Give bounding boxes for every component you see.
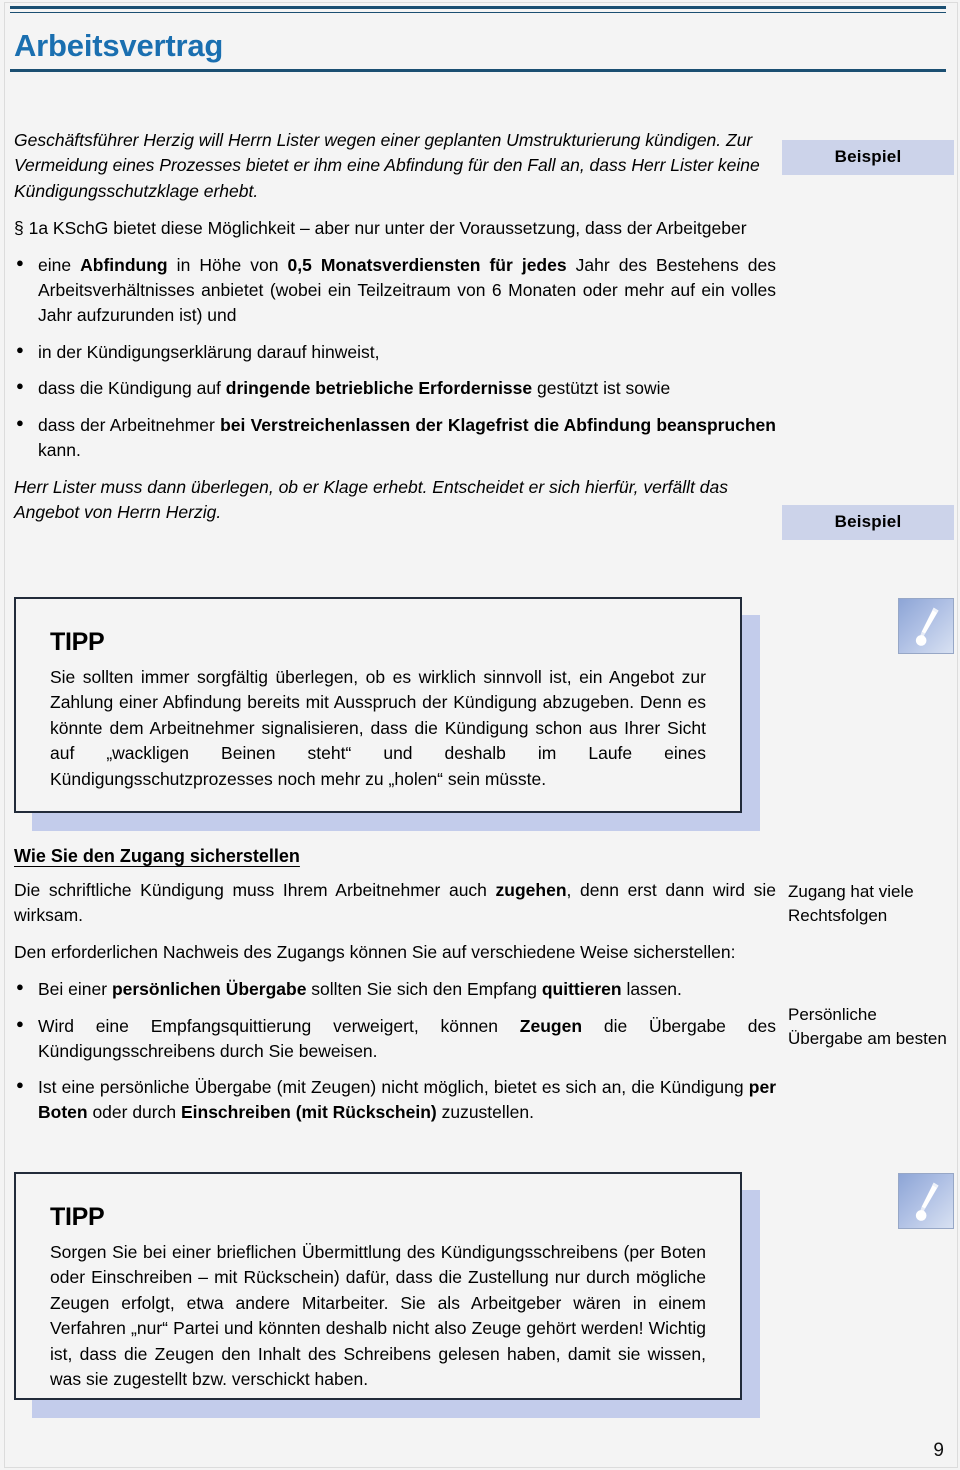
zugang-list — [14, 977, 776, 1125]
list-item: ● Wird eine Empfangsquittierung verweigert, können Zeugen die Übergabe des Kündigungsschreibens durch Sie beweisen. — [14, 1014, 776, 1064]
tipp-2-text: Sorgen Sie bei einer brieflichen Übermittlung des Kündigungsschreibens (per Boten oder Einschreiben – mit Rückschein) dafür, dass die Zustellung nur durch mögliche Zeugen erfolgt, etwa andere Mitarbeiter. Sie als Arbeitgeber wären in einem Verfahren „nur“ Partei und könnten deshalb nicht also Zeuge gehört werden! Wichtig ist, dass die Zeugen den Inhalt des Schreibens gelesen haben, damit sie wissen, was sie zugestellt bzw. verschickt haben. — [50, 1241, 706, 1390]
list-item: ● in der Kündigungserklärung darauf hinweist, — [14, 340, 776, 365]
list-item: ● dass die Kündigung auf dringende betriebliche Erfordernisse gestützt ist sowie — [14, 376, 776, 401]
list-item: ● dass der Arbeitnehmer bei Verstreichenlassen der Klagefrist die Abfindung beanspruchen kann. — [14, 413, 776, 463]
section-heading-zugang: Wie Sie den Zugang sicherstellen — [14, 846, 300, 866]
list-item: ● eine Abfindung in Höhe von 0,5 Monatsverdiensten für jedes Jahr des Bestehens des Arbeitsverhältnisses anbietet (wobei ein Teilzeitraum von 6 Monaten oder mehr auf ein volles Jahr aufzurunden ist) und — [14, 253, 776, 328]
example-1-text: Geschäftsführer Herzig will Herrn Lister wegen einer geplanten Umstrukturierung kündigen. Zur Vermeidung eines Prozesses bietet er ihm eine Abfindung für den Fall an, dass Herr Lister keine Kündigungsschutzklage erhebt. — [14, 130, 760, 201]
tipp-2-label: TIPP — [50, 1203, 105, 1231]
zugang-paragraph-1: Die schriftliche Kündigung muss Ihrem Arbeitnehmer auch zugehen, denn erst dann wird sie wirksam. — [14, 880, 776, 926]
example-2-text: Herr Lister muss dann überlegen, ob er Klage erhebt. Entscheidet er sich hierfür, verfällt das Angebot von Herrn Herzig. — [14, 476, 728, 523]
page-number: 9 — [933, 1440, 944, 1461]
badge-beispiel-1: Beispiel — [782, 140, 954, 175]
list-item: ● Bei einer persönlichen Übergabe sollten Sie sich den Empfang quittieren lassen. — [14, 977, 776, 1002]
page-header — [10, 6, 946, 72]
main-content-column — [14, 128, 776, 538]
section-zugang — [14, 845, 776, 1137]
header-rule-bottom — [10, 69, 946, 72]
page-title: Arbeitsvertrag — [14, 28, 224, 63]
lead-paragraph: § 1a KSchG bietet diese Möglichkeit – aber nur unter der Voraussetzung, dass der Arbeitgeber — [14, 218, 747, 239]
margin-note-rechtsfolgen: Zugang hat viele Rechtsfolgen — [788, 882, 914, 925]
tipp-box-2 — [14, 1172, 742, 1400]
exclamation-icon — [898, 598, 954, 654]
exclamation-icon — [898, 1173, 954, 1229]
tipp-box-1 — [14, 597, 742, 813]
tipp-1-text: Sie sollten immer sorgfältig überlegen, ob es wirklich sinnvoll ist, ein Angebot zur Zahlung einer Abfindung bereits mit Ausspruch der Kündigung abzugeben. Denn es könnte dem Arbeitnehmer signalisieren, dass die Kündigung schon aus Ihrer Sicht auf „wackligen Beinen steht“ und deshalb im Laufe eines Kündigungsschutzprozesses noch mehr zu „holen“ sein müsste. — [50, 666, 706, 789]
header-rule-top-thick — [10, 6, 946, 9]
list-item: ● Ist eine persönliche Übergabe (mit Zeugen) nicht möglich, bietet es sich an, die Kündigung per Boten oder durch Einschreiben (mit Rückschein) zuzustellen. — [14, 1075, 776, 1125]
zugang-paragraph-2: Den erforderlichen Nachweis des Zugangs können Sie auf verschiedene Weise sicherstellen: — [14, 942, 736, 963]
tipp-1-label: TIPP — [50, 628, 105, 656]
margin-note-uebergabe: Persönliche Übergabe am besten — [788, 1005, 947, 1048]
badge-beispiel-2: Beispiel — [782, 505, 954, 540]
conditions-list — [14, 253, 776, 463]
